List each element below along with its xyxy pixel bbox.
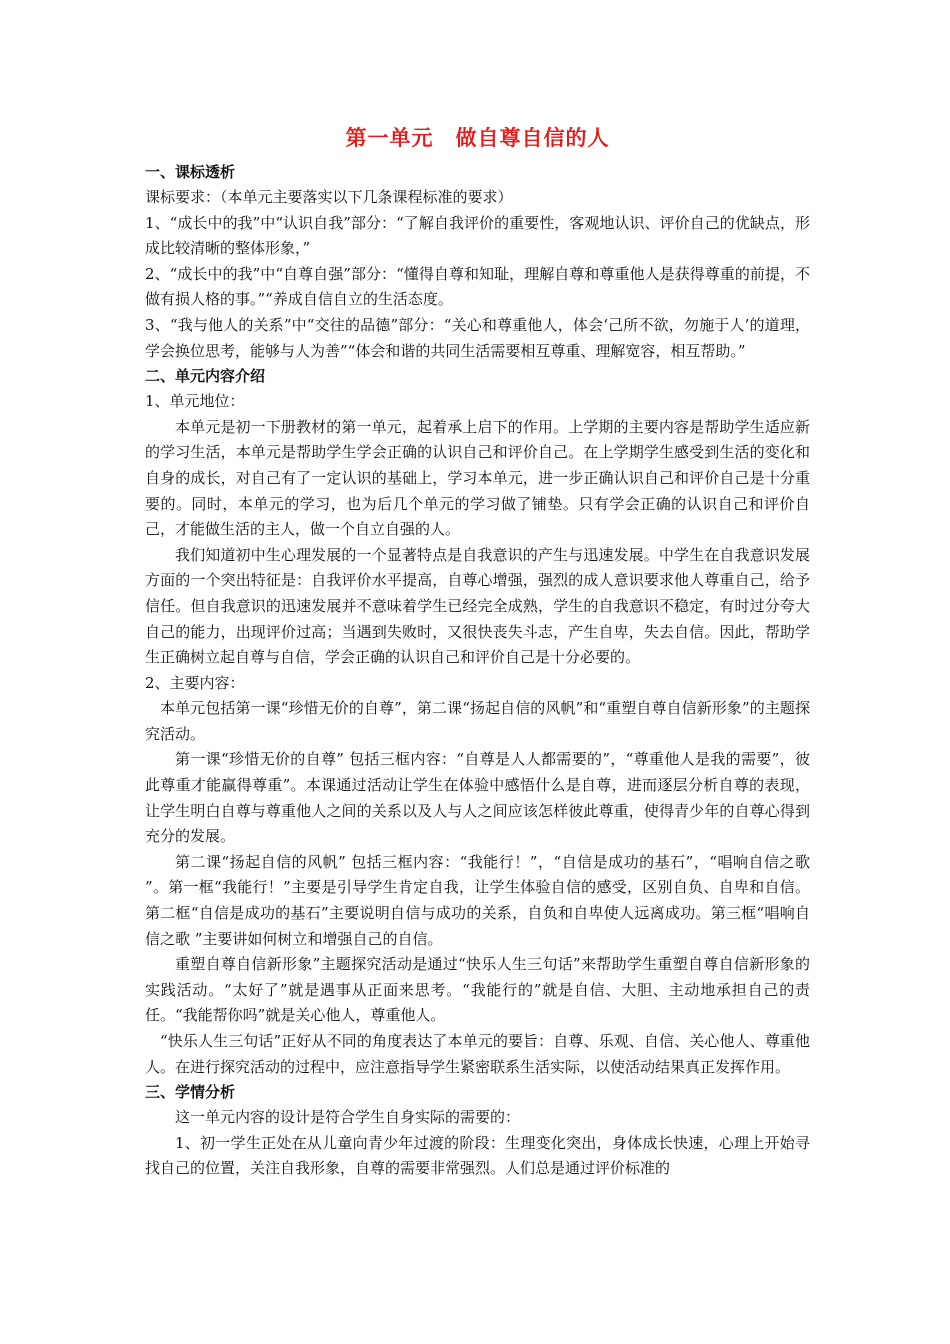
paragraph: “快乐人生三句话”正好从不同的角度表达了本单元的要旨：自尊、乐观、自信、关心他人、尊重他人。在进行探究活动的过程中，应注意指导学生紧密联系生活实际，以使活动结果真正发挥作用。 xyxy=(145,1032,810,1076)
paragraph: 课标要求：（本单元主要落实以下几条课程标准的要求） xyxy=(145,188,513,206)
paragraph: 重塑自尊自信新形象”主题探究活动是通过“快乐人生三句话”来帮助学生重塑自尊自信新形象的实践活动。“太好了”就是遇事从正面来思考。“我能行的”就是自信、大胆、主动地承担自己的责任。“我能帮你吗”就是关心他人，尊重他人。 xyxy=(145,955,810,1025)
section-heading-student-analysis: 三、学情分析 xyxy=(145,1083,236,1102)
paragraph: 这一单元内容的设计是符合学生自身实际的需要的： xyxy=(175,1108,521,1127)
section-heading-curriculum: 一、课标透析 xyxy=(145,163,236,181)
paragraph: 本单元是初一下册教材的第一单元，起着承上启下的作用。上学期的主要内容是帮助学生适应新的学习生活，本单元是帮助学生学会正确的认识自己和评价自己。在上学期学生感受到生活的变化和自身的成长，对自己有了一定认识的基础上，学习本单元，进一步正确认识自己和评价自己是十分重要的。同时，本单元的学习，也为后几个单元的学习做了铺垫。只有学会正确的认识自己和评价自己，才能做生活的主人，做一个自立自强的人。 xyxy=(145,417,810,539)
section-heading-unit-content: 二、单元内容介绍 xyxy=(145,367,266,386)
list-item: 2、“成长中的我”中“自尊自强”部分：“懂得自尊和知耻，理解自尊和尊重他人是获得尊重的前提，不做有损人格的事。”“养成自信自立的生活态度。 xyxy=(145,264,810,309)
list-item: 1、“成长中的我”中“认识自我”部分：“了解自我评价的重要性，客观地认识、评价自己的优缺点，形成比较清晰的整体形象，” xyxy=(145,213,810,258)
paragraph: 第二课“扬起自信的风帆” 包括三框内容：“我能行！”，“自信是成功的基石”，“唱响自信之歌 ”。第一框“我能行！”主要是引导学生肯定自我，让学生体验自信的感受，区别自负、自卑和自信。第二框“自信是成功的基石”主要说明自信与成功的关系，自负和自卑使人远离成功。第三框“唱响自信之歌 ”主要讲如何树立和增强自己的自信。 xyxy=(145,852,810,948)
paragraph: 我们知道初中生心理发展的一个显著特点是自我意识的产生与迅速发展。中学生在自我意识发展方面的一个突出特征是：自我评价水平提高，自尊心增强，强烈的成人意识要求他人尊重自己，给予信任。但自我意识的迅速发展并不意味着学生已经完全成熟，学生的自我意识不稳定，有时过分夸大自己的能力，出现评价过高；当遇到失败时，又很快丧失斗志，产生自卑，失去自信。因此，帮助学生正确树立起自尊与自信，学会正确的认识自己和评价自己是十分必要的。 xyxy=(145,545,810,667)
document-title: 第一单元 做自尊自信的人 xyxy=(345,125,610,150)
paragraph: 本单元包括第一课“珍惜无价的自尊”，第二课“扬起自信的风帆”和“重塑自尊自信新形象”的主题探究活动。 xyxy=(145,699,810,743)
document-page xyxy=(145,118,810,1182)
subheading: 2、主要内容： xyxy=(145,673,245,692)
paragraph: 第一课“珍惜无价的自尊” 包括三框内容：“自尊是人人都需要的”，“尊重他人是我的需要”，彼此尊重才能赢得尊重”。本课通过活动让学生在体验中感悟什么是自尊，进而逐层分析自尊的表现，让学生明白自尊与尊重他人之间的关系以及人与人之间应该怎样彼此尊重，使得青少年的自尊心得到充分的发展。 xyxy=(145,750,810,846)
paragraph: 1、初一学生正处在从儿童向青少年过渡的阶段：生理变化突出，身体成长快速，心理上开始寻找自己的位置，关注自我形象，自尊的需要非常强烈。人们总是通过评价标准的 xyxy=(145,1133,810,1178)
subheading: 1、单元地位： xyxy=(145,392,245,411)
list-item: 3、“我与他人的关系”中“交往的品德”部分：“关心和尊重他人，体会‘己所不欲，勿施于人’的道理，学会换位思考，能够与人为善”“体会和谐的共同生活需要相互尊重、理解宽容，相互帮助。” xyxy=(145,315,810,360)
